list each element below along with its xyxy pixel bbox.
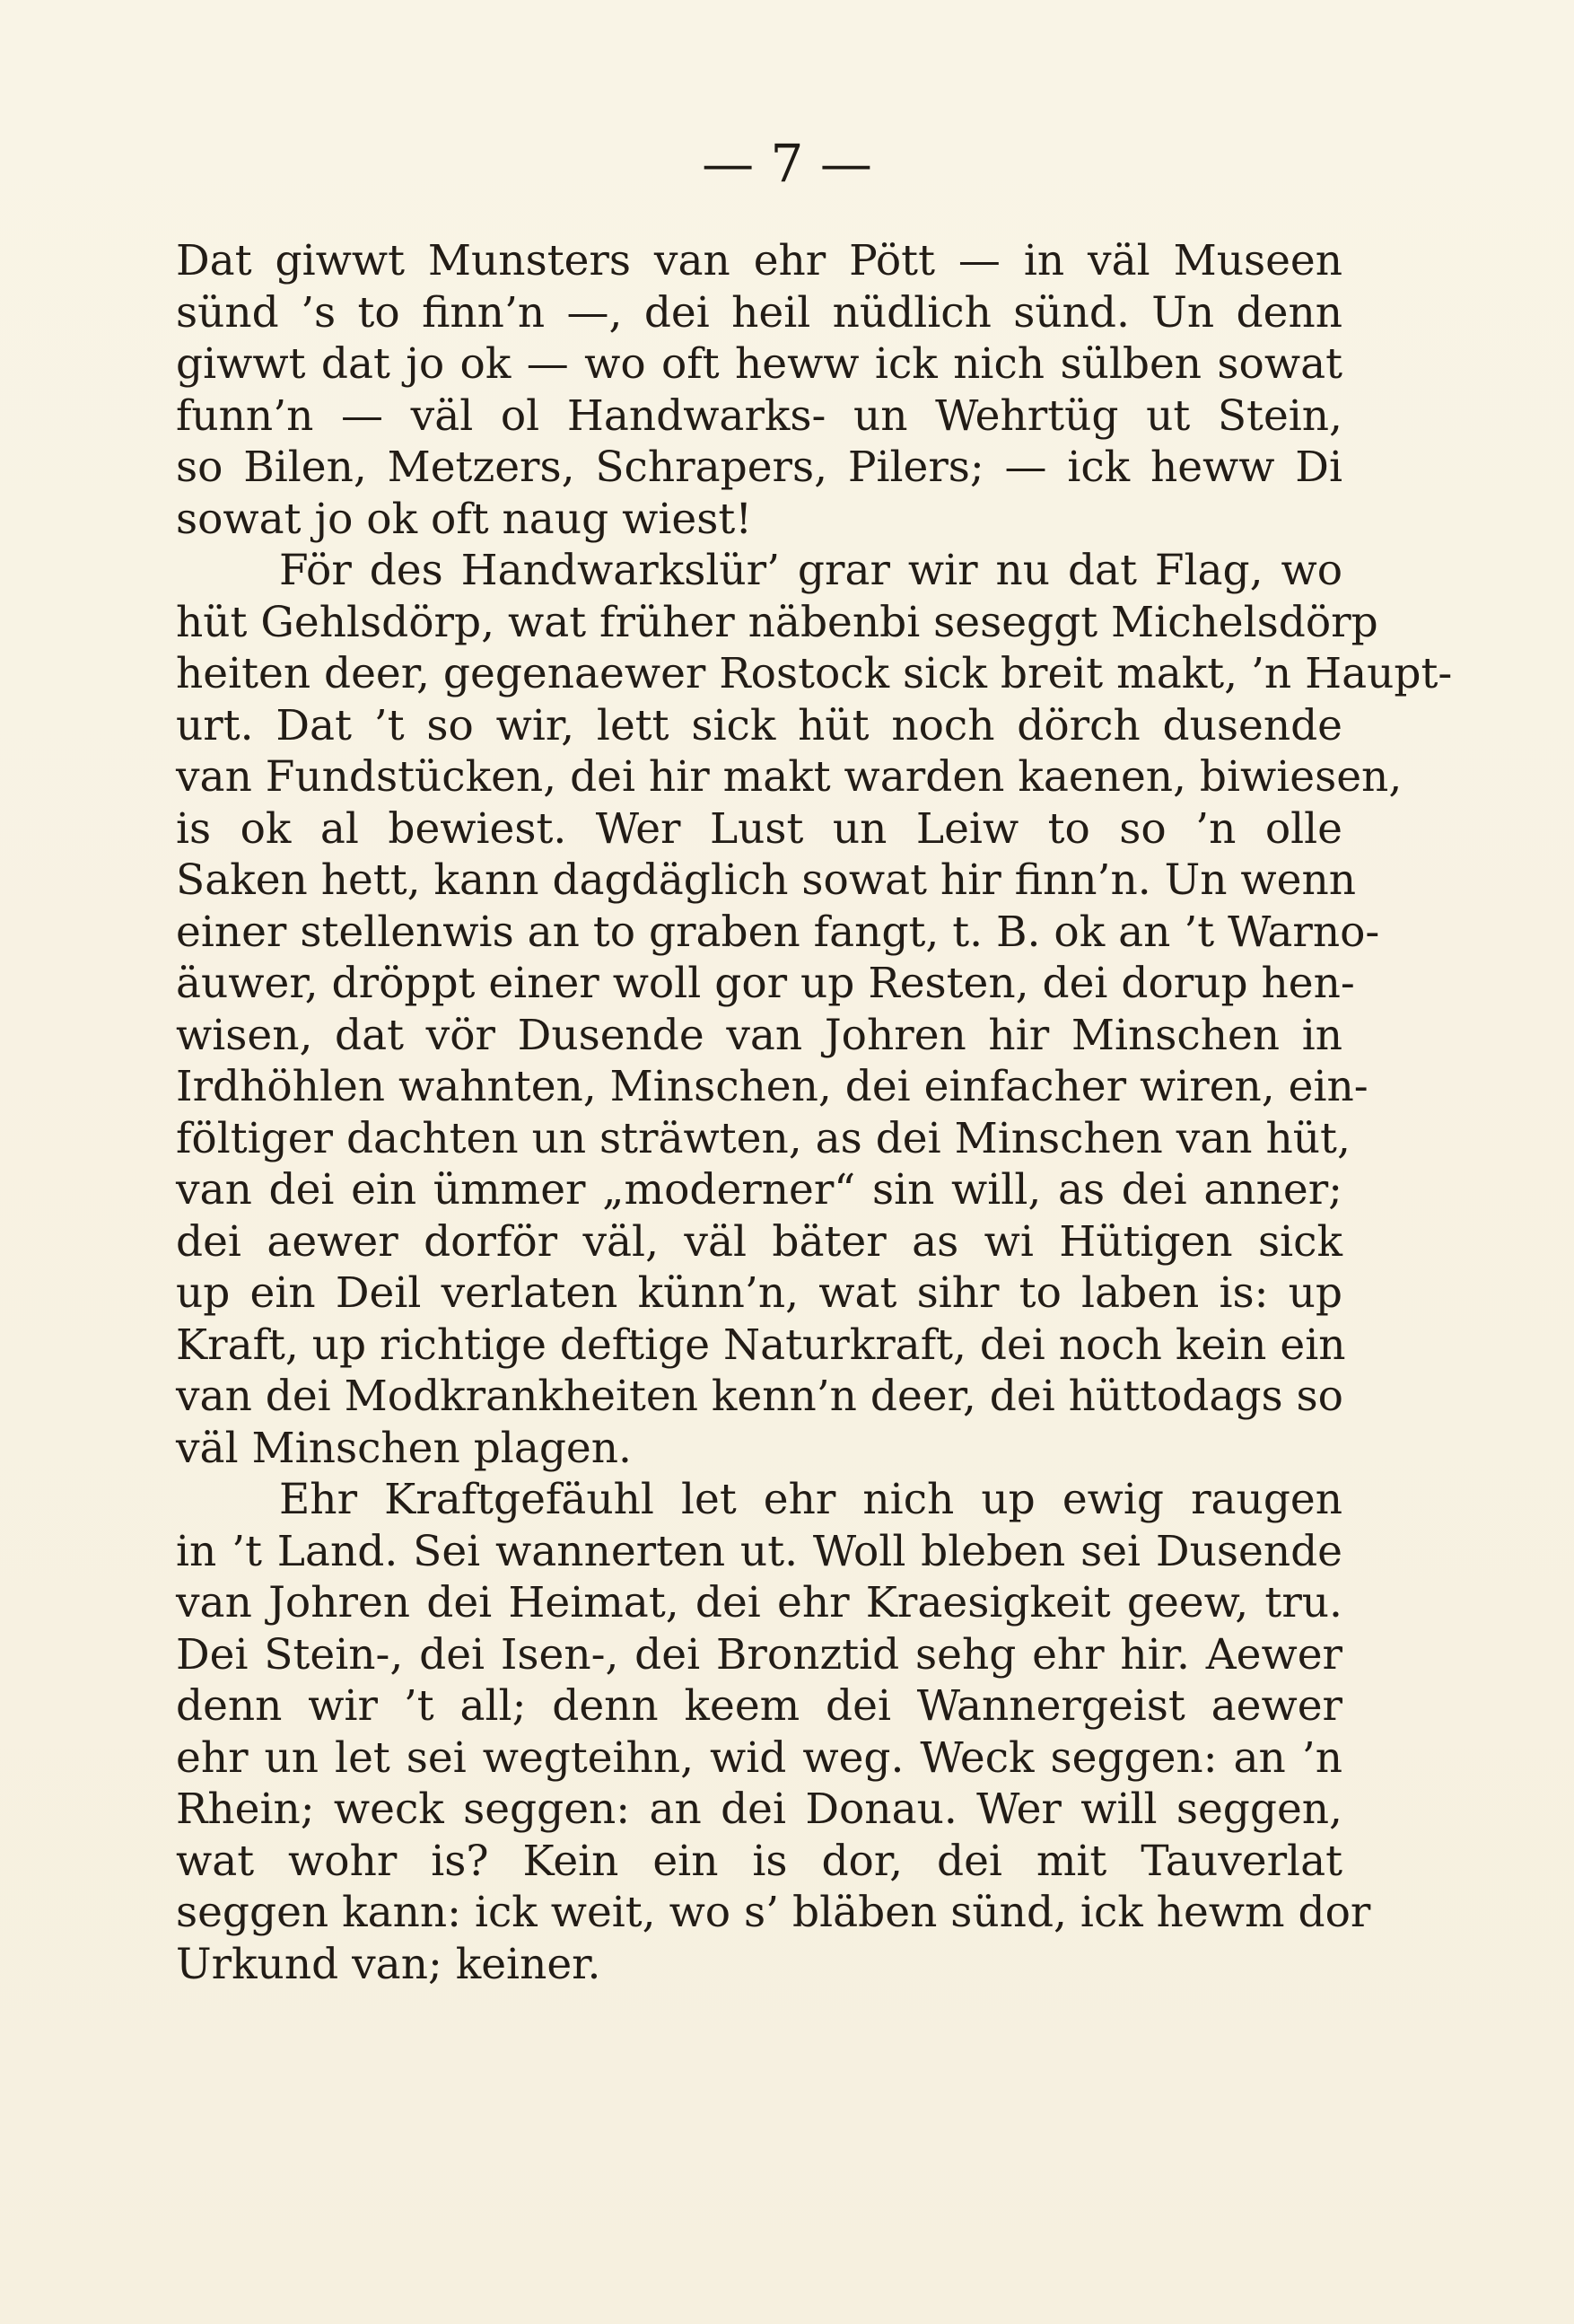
text-line: denn wir ’t all; denn keem dei Wannergeist aewer [176, 1681, 1342, 1731]
text-line: sünd ’s to finn’n —, dei heil nüdlich sünd. Un denn [176, 287, 1342, 338]
text-line: Ehr Kraftgefäuhl let ehr nich up ewig raugen [279, 1475, 1342, 1524]
text-line: Dat giwwt Munsters van ehr Pött — in väl Museen [176, 236, 1342, 285]
text-line: sowat jo ok oft naug wiest! [176, 494, 753, 544]
text-line: dei aewer dorför väl, väl bäter as wi Hütigen sick [176, 1216, 1342, 1267]
text-line: hüt Gehlsdörp, wat früher näbenbi seseggt Michelsdörp [176, 597, 1378, 647]
text-line: Kraft, up richtige deftige Naturkraft, dei noch kein ein [176, 1320, 1346, 1370]
text-line: Irdhöhlen wahnten, Minschen, dei einfacher wiren, ein- [176, 1062, 1369, 1111]
text-line: heiten deer, gegenaewer Rostock sick breit makt, ’n Haupt- [176, 649, 1453, 698]
text-line: Rhein; weck seggen: an dei Donau. Wer will seggen, [176, 1785, 1342, 1834]
text-line: ehr un let sei wegteihn, wid weg. Weck seggen: an ’n [176, 1732, 1342, 1783]
text-line: wisen, dat vör Dusende van Johren hir Minschen in [176, 1010, 1342, 1060]
text-line: is ok al bewiest. Wer Lust un Leiw to so ’n olle [176, 803, 1342, 854]
text-line: funn’n — väl ol Handwarks- un Wehrtüg ut Stein, [176, 390, 1342, 441]
text-line: up ein Deil verlaten künn’n, wat sihr to laben is: up [176, 1268, 1342, 1318]
body-text [176, 235, 1453, 1990]
text-line: Dei Stein-, dei Isen-, dei Bronztid sehg ehr hir. Aewer [176, 1629, 1342, 1679]
text-line: van dei ein ümmer „moderner“ sin will, as dei anner; [176, 1165, 1342, 1215]
text-line: van Johren dei Heimat, dei ehr Kraesigkeit geew, tru. [176, 1578, 1342, 1627]
page-number: — 7 — [702, 133, 872, 194]
text-line: Saken hett, kann dagdäglich sowat hir finn’n. Un wenn [176, 855, 1357, 905]
text-line: För des Handwarkslür’ grar wir nu dat Flag, wo [279, 546, 1342, 595]
text-line: einer stellenwis an to graben fangt, t. B. ok an ’t Warno- [176, 907, 1380, 957]
text-line: äuwer, dröppt einer woll gor up Resten, dei dorup hen- [176, 959, 1355, 1008]
text-line: in ’t Land. Sei wannerten ut. Woll bleben sei Dusende [176, 1526, 1342, 1576]
text-line: giwwt dat jo ok — wo oft heww ick nich sülben sowat [176, 339, 1342, 389]
text-line: väl Minschen plagen. [176, 1423, 632, 1473]
text-line: van Fundstücken, dei hir makt warden kaenen, biwiesen, [176, 752, 1403, 802]
text-line: urt. Dat ’t so wir, lett sick hüt noch dörch dusende [176, 700, 1342, 750]
text-line: seggen kann: ick weit, wo s’ bläben sünd, ick hewm dor [176, 1888, 1371, 1937]
text-line: föltiger dachten un sträwten, as dei Minschen van hüt, [176, 1113, 1351, 1163]
text-line: so Bilen, Metzers, Schrapers, Pilers; — ick heww Di [176, 443, 1342, 492]
text-line: van dei Modkrankheiten kenn’n deer, dei hüttodags so [176, 1372, 1343, 1421]
text-line: wat wohr is? Kein ein is dor, dei mit Tauverlat [176, 1836, 1342, 1886]
text-line: Urkund van; keiner. [176, 1939, 601, 1989]
